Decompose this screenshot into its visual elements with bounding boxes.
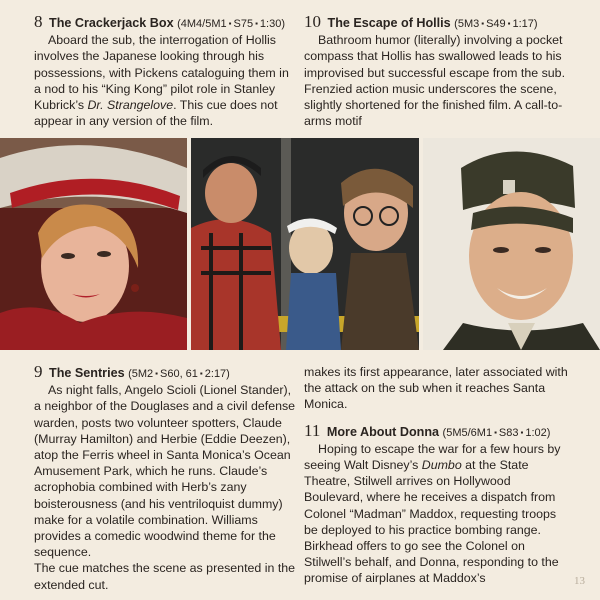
separator-icon: ▪ — [155, 369, 158, 378]
film-title: Dr. Strangelove — [87, 98, 174, 113]
cue-code: (4M4/5M1 — [177, 18, 227, 30]
woman-portrait-image — [0, 138, 187, 350]
section-title: The Crackerjack Box — [49, 16, 174, 30]
cue-scene: S83 — [498, 426, 519, 439]
cue-info — [454, 18, 537, 30]
photo-captain — [423, 138, 600, 350]
cue-code: (5M5/6M1 — [442, 426, 493, 439]
body-text: . This cue does not appear in any version of the film. — [34, 98, 278, 129]
section-8 — [34, 14, 292, 129]
section-title: The Sentries — [49, 366, 125, 380]
separator-icon: ▪ — [507, 19, 511, 28]
section-title: More About Donna — [326, 424, 440, 439]
section-9 — [34, 364, 296, 593]
cue-info — [177, 18, 285, 30]
body-text: at the State Theatre, Stilwell arrives on Hollywood Boulevard, where he receives a dispatch from Colonel “Madman” Maddox, requesting troops be deployed to his practice bombing range. Birkhead offers to go see the Colonel on Stilwell’s behalf, and Donna, responding to the promise of airplanes at Maddox’s — [304, 458, 559, 586]
section-8-body — [34, 32, 292, 129]
cue-duration: 1:17) — [512, 18, 538, 30]
cue-duration: 1:02) — [525, 426, 551, 439]
right-column-bottom — [304, 364, 570, 587]
cue-duration: 1:30) — [259, 18, 285, 30]
separator-icon: ▪ — [494, 427, 497, 437]
section-number: 10 — [304, 12, 321, 31]
section-number: 11 — [304, 420, 321, 440]
section-number: 9 — [34, 362, 43, 381]
section-10-heading — [304, 14, 568, 32]
cue-scene: S49 — [486, 18, 506, 30]
spotters-image — [191, 138, 419, 350]
body-text: Aboard the sub, the interrogation of Hollis involves the Japanese looking through his possessions, with Pickens cataloguing them in a nod to his “King Kong” pilot role in Stanley Kubrick’s — [34, 33, 289, 113]
separator-icon: ▪ — [228, 19, 232, 28]
separator-icon: ▪ — [255, 19, 258, 28]
page-number: 13 — [574, 575, 585, 587]
cue-info — [443, 427, 551, 439]
section-9-heading — [34, 364, 296, 382]
cue-scene: S75 — [233, 18, 254, 30]
section-11-heading — [304, 420, 570, 441]
section-title: The Escape of Hollis — [327, 16, 451, 30]
cue-scene: S60, 61 — [160, 368, 198, 380]
separator-icon: ▪ — [520, 427, 524, 437]
section-10-body: Bathroom humor (literally) involving a pocket compass that Hollis has swallowed leads to his improvised but successful escape from the sub. Frenzied action music underscores the scene, slightly shortened for the finished film. A call-to-arms motif — [304, 33, 566, 129]
separator-icon: ▪ — [199, 369, 203, 378]
separator-icon: ▪ — [481, 19, 485, 28]
cue-duration: 2:17) — [204, 368, 230, 380]
section-9-note: The cue matches the scene as presented in the extended cut. — [34, 561, 296, 592]
cue-code: (5M3 — [454, 18, 480, 30]
section-10 — [304, 14, 568, 129]
cue-code: (5M2 — [128, 368, 154, 380]
body-text: Hoping to escape the war for a few hours by seeing Walt Disney’s — [304, 441, 561, 473]
photo-donna — [0, 138, 187, 350]
section-8-heading — [34, 14, 292, 32]
section-number: 8 — [34, 12, 43, 31]
section-11-body — [304, 441, 570, 587]
film-title: Dumbo — [421, 458, 462, 473]
officer-portrait-image — [423, 138, 600, 350]
cue-info — [128, 368, 230, 380]
section-10-continued: makes its first appearance, later associated with the attack on the sub when it reaches Santa Monica. — [304, 365, 568, 412]
photo-ferris-wheel-spotters — [191, 138, 419, 350]
section-9-body: As night falls, Angelo Scioli (Lionel Stander), a neighbor of the Douglases and a civil defense warden, posts two volunteer spotters, Claude (Murray Hamilton) and Herbie (Eddie Deezen), atop the Ferris wheel in Santa Monica’s Ocean Amusement Park, which he runs. Claude’s acrophobia combined with Herb’s zany boisterousness (and his ventriloquist dummy) make for a volatile combination. Williams provides a comedic woodwind theme for the sequence. — [34, 383, 296, 560]
